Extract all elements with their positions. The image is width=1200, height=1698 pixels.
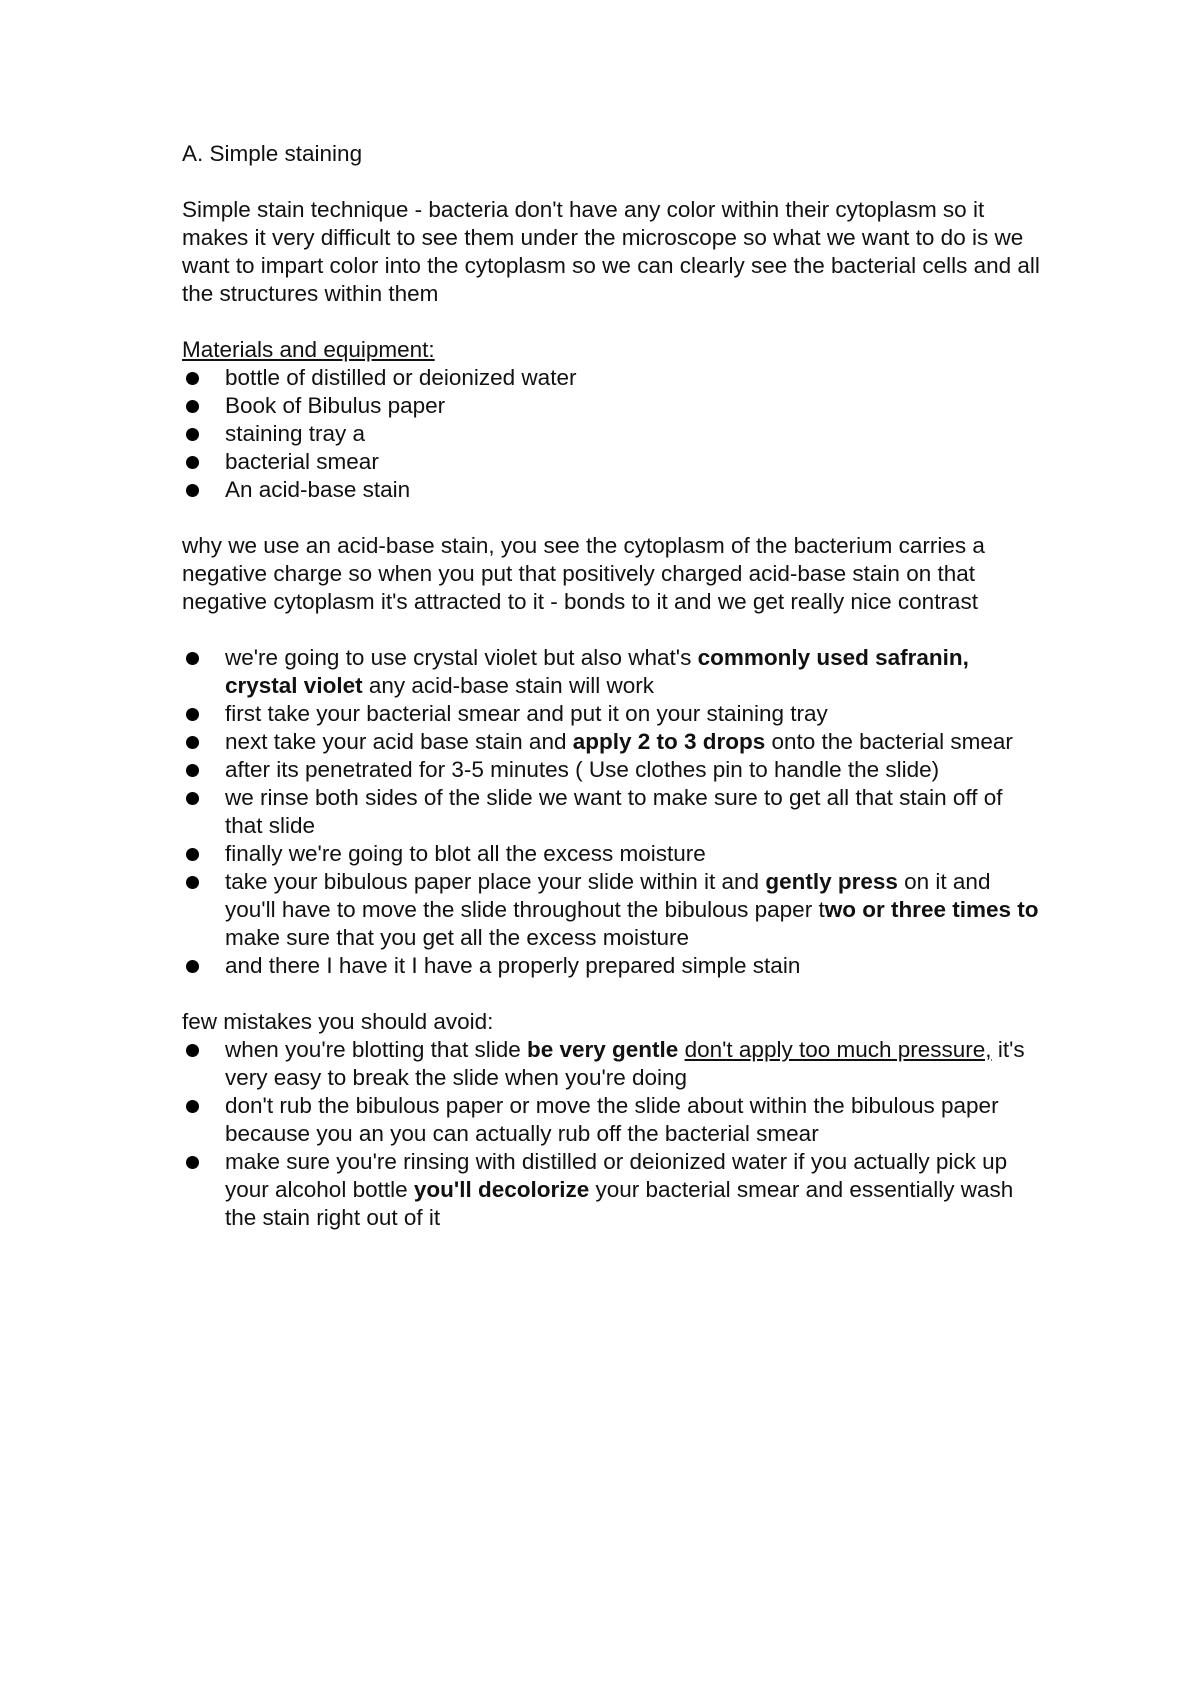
list-item: bacterial smear [182, 448, 1042, 476]
spacer [182, 308, 1042, 336]
list-item: An acid-base stain [182, 476, 1042, 504]
list-item: after its penetrated for 3-5 minutes ( Use clothes pin to handle the slide) [182, 756, 1042, 784]
materials-label [182, 336, 1042, 364]
mistake-text: when you're blotting that slide [225, 1037, 527, 1062]
list-item: bottle of distilled or deionized water [182, 364, 1042, 392]
list-item: first take your bacterial smear and put it on your staining tray [182, 700, 1042, 728]
list-item [182, 1148, 1042, 1232]
list-item [182, 644, 1042, 700]
mistake-underlined-text: don't apply too much pressure, [684, 1037, 992, 1062]
mistake-text: make sure you're rinsing with distilled or deionized water if you actually pick up your alcohol bottle [225, 1149, 1008, 1202]
step-text: any acid-base stain will work [362, 673, 654, 698]
materials-label-text: Materials and equipment: [182, 337, 435, 362]
why-paragraph: why we use an acid-base stain, you see the cytoplasm of the bacterium carries a negative charge so when you put that positively charged acid-base stain on that negative cytoplasm it's attracted to it - bonds to it and we get really nice contrast [182, 533, 985, 614]
mistake-text: your bacterial smear and essentially wash the stain right out of it [225, 1177, 1014, 1230]
step-text: we're going to use crystal violet but also what's [225, 645, 698, 670]
step-text: onto the bacterial smear [765, 729, 1013, 754]
mistake-bold-text: be very gentle [526, 1037, 679, 1062]
list-item: Book of Bibulus paper [182, 392, 1042, 420]
section-heading: A. Simple staining [182, 141, 363, 166]
step-bold-text: wo or three times to [824, 897, 1039, 922]
list-item: we rinse both sides of the slide we want to make sure to get all that stain off of that slide [182, 784, 1042, 840]
mistake-text: it's very easy to break the slide when you're doing [225, 1037, 1025, 1090]
list-item [182, 1036, 1042, 1092]
mistake-bold-text: you'll decolorize [413, 1177, 590, 1202]
list-item [182, 868, 1042, 952]
step-text: make sure that you get all the excess moisture [225, 925, 689, 950]
step-text: next take your acid base stain and [225, 729, 573, 754]
step-bold-text: apply 2 to 3 drops [572, 729, 766, 754]
spacer [182, 980, 1042, 1008]
intro-paragraph: Simple stain technique - bacteria don't have any color within their cytoplasm so it makes it very difficult to see them under the microscope so what we want to do is we want to impart color into the cytoplasm so we can clearly see the bacterial cells and all the structures within them [182, 197, 1040, 306]
step-bold-text: gently press [765, 869, 898, 894]
list-item: staining tray a [182, 420, 1042, 448]
list-item [182, 728, 1042, 756]
mistakes-list [182, 1036, 1042, 1232]
mistakes-label: few mistakes you should avoid: [182, 1009, 494, 1034]
document-page [182, 140, 1042, 1232]
list-item: and there I have it I have a properly prepared simple stain [182, 952, 1042, 980]
spacer [182, 616, 1042, 644]
materials-list [182, 364, 1042, 504]
step-bold-text: commonly used safranin, crystal violet [225, 645, 969, 698]
steps-list [182, 644, 1042, 980]
spacer [182, 168, 1042, 196]
step-text: on it and you'll have to move the slide throughout the bibulous paper t [225, 869, 991, 922]
spacer [182, 504, 1042, 532]
list-item: finally we're going to blot all the excess moisture [182, 840, 1042, 868]
list-item: don't rub the bibulous paper or move the slide about within the bibulous paper because you an you can actually rub off the bacterial smear [182, 1092, 1042, 1148]
step-text: take your bibulous paper place your slide within it and [225, 869, 766, 894]
